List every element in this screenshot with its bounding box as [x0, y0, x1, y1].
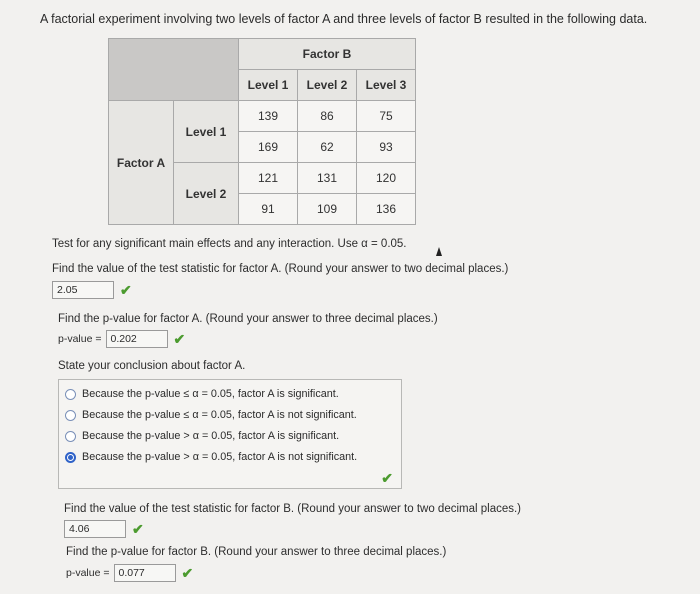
factor-a-p-input[interactable]: 0.202 [106, 330, 168, 348]
check-icon: ✔ [132, 520, 144, 537]
mouse-cursor-icon [436, 247, 442, 256]
p-value-label: p-value = [66, 567, 110, 579]
p-value-label: p-value = [58, 333, 102, 345]
radio-button[interactable] [65, 410, 76, 421]
factor-b-p-input[interactable]: 0.077 [114, 564, 176, 582]
option-1[interactable] [65, 409, 357, 421]
factor-a-stat-input[interactable]: 2.05 [52, 281, 114, 299]
check-icon: ✔ [173, 330, 186, 347]
check-icon: ✔ [381, 470, 393, 486]
factor-a-p-prompt: Find the p-value for factor A. (Round your answer to three decimal places.) [58, 313, 438, 325]
option-label: Because the p-value > α = 0.05, factor A is significant. [82, 430, 340, 442]
option-2[interactable] [65, 430, 339, 442]
check-icon: ✔ [120, 281, 132, 298]
table-cell: 86 [298, 101, 357, 132]
radio-button-selected[interactable] [65, 452, 76, 463]
factor-a-stat-prompt: Find the value of the test statistic for factor A. (Round your answer to two decimal places.) [52, 263, 509, 275]
option-label: Because the p-value ≤ α = 0.05, factor A is not significant. [82, 409, 357, 421]
table-corner [109, 39, 239, 101]
table-cell: 93 [357, 132, 416, 163]
option-label: Because the p-value ≤ α = 0.05, factor A is significant. [82, 388, 339, 400]
data-table [108, 38, 416, 225]
factor-a-stat-row [52, 281, 132, 299]
factor-b-header: Factor B [239, 39, 416, 70]
table-cell: 169 [239, 132, 298, 163]
option-0[interactable] [65, 388, 339, 400]
radio-button[interactable] [65, 389, 76, 400]
factor-b-stat-prompt: Find the value of the test statistic for factor B. (Round your answer to two decimal places.) [64, 503, 522, 515]
factor-b-stat-input[interactable]: 4.06 [64, 520, 126, 538]
conclusion-options [58, 379, 402, 489]
factor-b-p-row [66, 564, 193, 582]
factor-b-stat-row [64, 520, 144, 538]
level-b-header: Level 2 [298, 70, 357, 101]
option-3[interactable] [65, 451, 357, 463]
check-icon: ✔ [181, 564, 194, 581]
question-title: A factorial experiment involving two levels of factor A and three levels of factor B resulted in the following data. [40, 12, 648, 26]
table-cell: 109 [298, 194, 357, 225]
level-a-label: Level 1 [174, 101, 239, 163]
level-b-header: Level 1 [239, 70, 298, 101]
table-cell: 139 [239, 101, 298, 132]
level-a-label: Level 2 [174, 163, 239, 225]
table-cell: 120 [357, 163, 416, 194]
table-cell: 136 [357, 194, 416, 225]
table-cell: 131 [298, 163, 357, 194]
conclusion-prompt: State your conclusion about factor A. [58, 360, 246, 372]
test-instructions: Test for any significant main effects and any interaction. Use α = 0.05. [52, 238, 407, 250]
factor-b-p-prompt: Find the p-value for factor B. (Round your answer to three decimal places.) [66, 546, 447, 558]
table-cell: 91 [239, 194, 298, 225]
radio-button[interactable] [65, 431, 76, 442]
option-label: Because the p-value > α = 0.05, factor A is not significant. [82, 451, 358, 463]
table-cell: 75 [357, 101, 416, 132]
level-b-header: Level 3 [357, 70, 416, 101]
factor-a-label: Factor A [109, 101, 174, 225]
table-cell: 121 [239, 163, 298, 194]
factor-a-p-row [58, 330, 185, 348]
table-cell: 62 [298, 132, 357, 163]
